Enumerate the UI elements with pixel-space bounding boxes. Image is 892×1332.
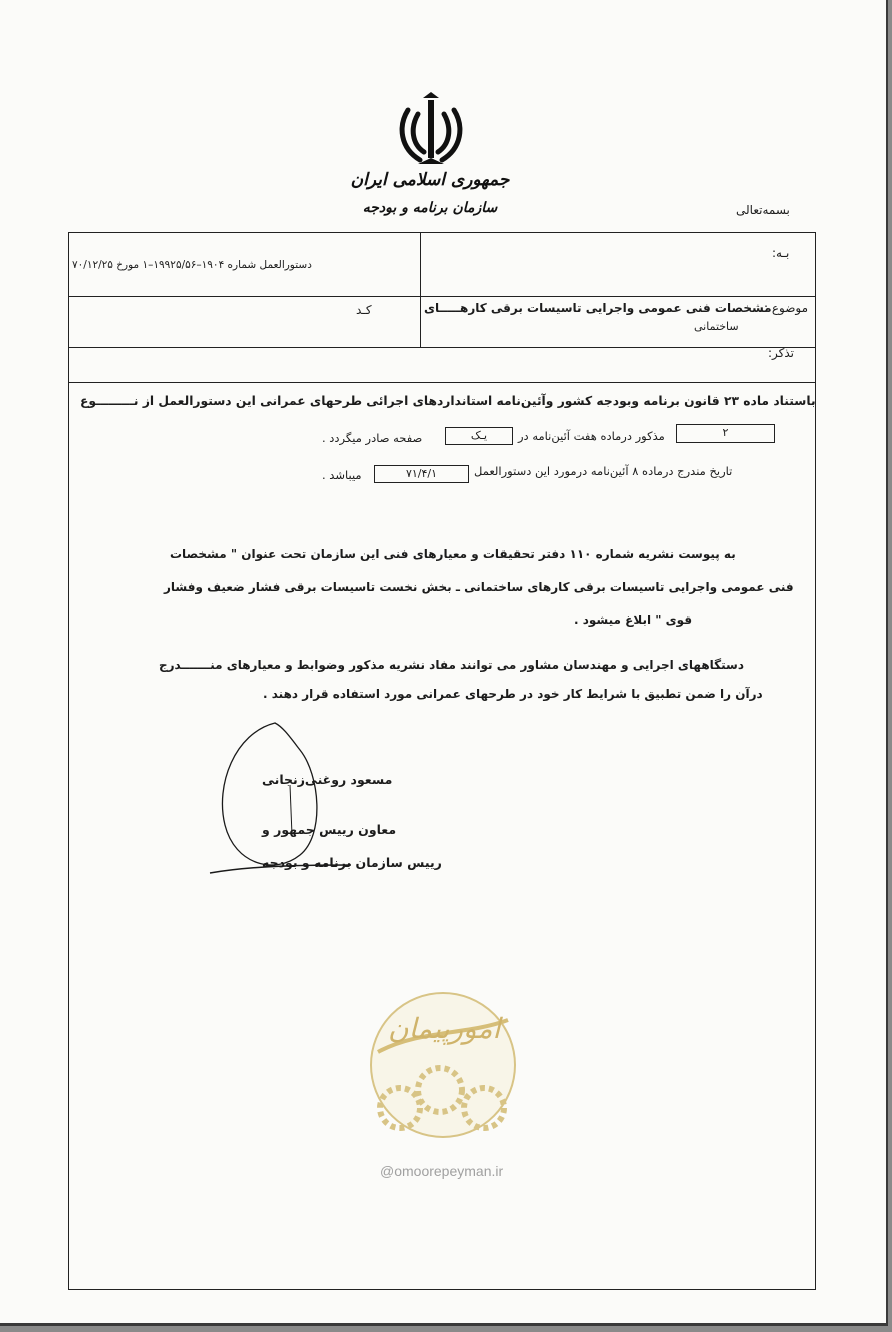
signatory-title-2: رییس سازمان برنامه و بودجه [262,855,442,870]
divider [420,233,421,347]
intro-line-2a: مذکور درماده هفت آئین‌نامه در [518,429,665,443]
body-paragraph-1-line-1: به پیوست نشریه شماره ۱۱۰ دفتر تحقیقات و معیارهای فنی این سازمان تحت عنوان " مشخصات [170,547,736,561]
pages-box: یـک [445,427,513,445]
intro-line-3b: میباشد . [322,468,362,482]
date-box: ۷۱/۴/۱ [374,465,469,483]
subject-text: مشخصات فنی عمومی واجرایی تاسیسات برقی کارهـــــای [424,301,772,315]
body-paragraph-1-line-3: قوی " ابلاغ میشود . [574,613,693,627]
divider [69,347,815,348]
code-label: کـد [356,303,372,317]
instruction-number: دستورالعمل شماره ۱۹۰۴–۱۹۹۲۵/۵۶–۱ مورخ ۷۰/۱۲/۲۵ [72,259,312,271]
divider [69,296,815,297]
republic-title: جمهوری اسلامی ایران [350,170,510,190]
basmala: بسمه‌تعالی [736,203,790,217]
subject-text-line2: ساختمانی [694,320,739,333]
divider [69,382,815,383]
signatory-name: مسعود روغنی‌زنجانی [262,772,393,787]
watermark-url: @omoorepeyman.ir [380,1163,504,1179]
intro-line-3a: تاریخ مندرج درماده ۸ آئین‌نامه درمورد این دستورالعمل [474,464,733,478]
intro-line-2b: صفحه صادر میگردد . [322,431,423,445]
body-paragraph-1-line-2: فنی عمومی واجرایی تاسیسات برقی کارهای ساختمانی ـ بخش نخست تاسیسات برقی فشار ضعیف وفشار [164,580,794,594]
signatory-title-1: معاون رییس جمهور و [262,822,397,837]
intro-line-1: باستناد ماده ۲۳ قانون برنامه وبودجه کشور وآئین‌نامه استانداردهای اجرائی طرحهای عمرانی این دستورالعمل از نـــــــــوع [80,394,816,408]
iran-emblem [396,92,466,170]
note-label: تذکر: [768,346,795,360]
type-box: ۲ [676,424,775,443]
subject-label: موضوع : [764,301,809,315]
watermark-brand: امورپیمان [388,1012,501,1045]
body-paragraph-2-line-2: درآن را ضمن تطبیق با شرایط کار خود در طرحهای عمرانی مورد استفاده قرار دهند . [263,687,763,701]
organization-title: سازمان برنامه و بودجه [362,200,498,216]
body-paragraph-2-line-1: دستگاههای اجرایی و مهندسان مشاور می توانند مفاد نشریه مذکور وضوابط و معیارهای منـــــــدرج [159,658,744,672]
to-label: بـه: [772,246,790,260]
